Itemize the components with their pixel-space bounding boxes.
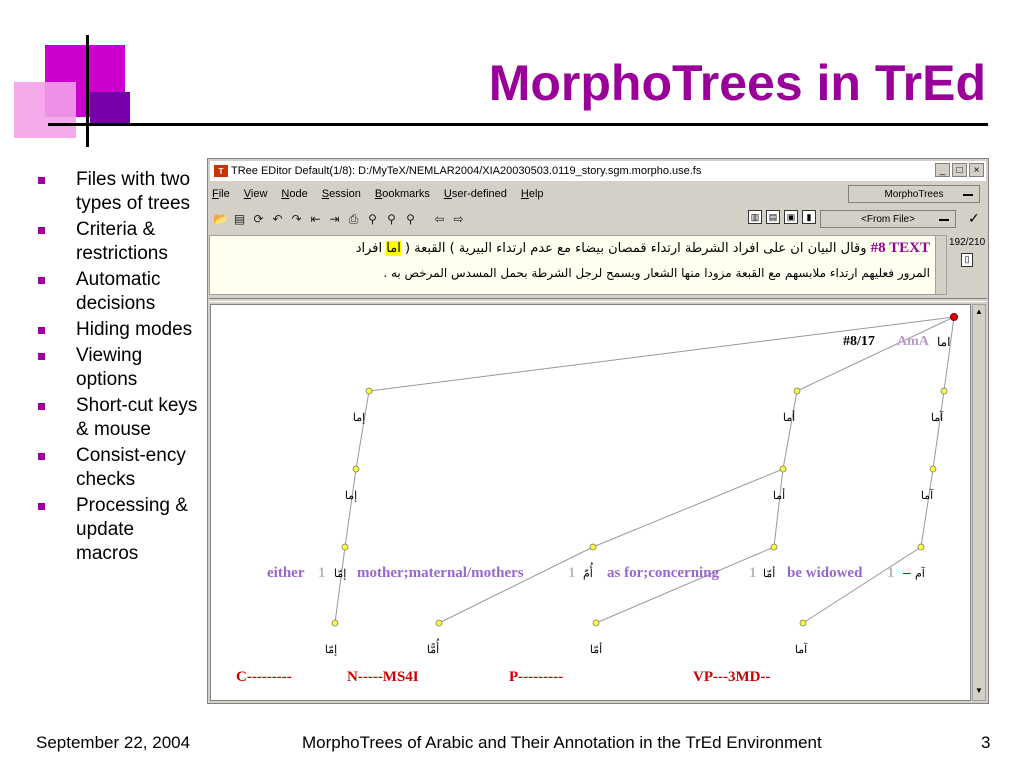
dropdown-icon: [939, 219, 949, 221]
leaf-labels: [325, 638, 808, 656]
save-icon[interactable]: ▤: [233, 212, 246, 226]
single-view-icon[interactable]: ▣: [784, 210, 798, 224]
tree-node[interactable]: [366, 388, 372, 394]
window-controls: [935, 163, 984, 177]
highlighted-word: اما: [386, 241, 401, 256]
leaf-arabic: أمّا: [589, 644, 603, 656]
sentence-line-2: المرور فعليهم ارتداء ملابسهم مع القبعة مزودا منها الشعار ويسمح لرجل الشرطة بحمل المسدس المرخص به .: [383, 266, 930, 280]
sentence-scrollbar[interactable]: [935, 235, 947, 295]
split-vertical-icon[interactable]: ▥: [748, 210, 762, 224]
tree-node[interactable]: [941, 388, 947, 394]
bullet-item: Files with two types of trees: [38, 168, 198, 216]
dropdown-icon: [963, 194, 973, 196]
bullet-icon: [38, 503, 45, 510]
back-icon[interactable]: ⇦: [434, 212, 445, 226]
tree-root-node[interactable]: [951, 314, 958, 321]
bullet-icon: [38, 177, 45, 184]
forward-icon[interactable]: ⇨: [453, 212, 464, 226]
menubar: [212, 184, 832, 204]
root-label: #8/17: [843, 334, 875, 349]
bullet-item: Automatic decisions: [38, 268, 198, 316]
leaf-arabic: إمّا: [324, 644, 338, 656]
tree-svg: [211, 305, 970, 700]
leaf-arabic: آما: [794, 644, 808, 656]
bullet-item: Hiding modes: [38, 318, 198, 342]
leaf-arabic: أُمًّا: [426, 644, 440, 656]
menu-view[interactable]: View: [243, 188, 268, 200]
tag-labels: [236, 669, 770, 685]
print-icon[interactable]: ⎙: [348, 211, 359, 226]
gloss-dash: –: [903, 565, 911, 581]
minimize-icon[interactable]: _: [935, 163, 950, 177]
menu-session[interactable]: Session: [321, 188, 361, 200]
tree-node[interactable]: [593, 620, 599, 626]
tree-counter: 192/210: [949, 237, 986, 248]
pane-separator[interactable]: [209, 298, 987, 302]
bullet-item: Criteria & restrictions: [38, 218, 198, 266]
bullet-item: Processing & update macros: [38, 494, 198, 566]
tree-node[interactable]: [780, 466, 786, 472]
tree-node[interactable]: [771, 544, 777, 550]
bullet-icon: [38, 353, 45, 360]
tree-scrollbar[interactable]: [972, 304, 986, 701]
prev-tree-icon[interactable]: ⇤: [310, 212, 321, 226]
window-titlebar[interactable]: [210, 161, 986, 181]
tree-node[interactable]: [353, 466, 359, 472]
gloss-num: 1: [887, 565, 895, 581]
node-label: آما: [920, 490, 934, 502]
sentence-tag: #8 TEXT: [870, 240, 930, 256]
scroll-up-icon[interactable]: ▲: [975, 307, 983, 316]
gloss-num: 1: [318, 565, 326, 581]
gloss-label: be widowed: [787, 565, 863, 581]
maximize-icon[interactable]: □: [952, 163, 967, 177]
node-label: أما: [772, 490, 786, 502]
morph-tag: VP---3MD--: [693, 669, 771, 685]
gloss-labels: [267, 562, 926, 581]
title-rule: [48, 123, 988, 126]
bullet-item: Consist-ency checks: [38, 444, 198, 492]
toolbar: [212, 208, 469, 230]
bullet-icon: [38, 277, 45, 284]
gloss-arabic: إمّا: [334, 568, 347, 580]
bullet-icon: [38, 403, 45, 410]
redo-icon[interactable]: ↷: [291, 212, 302, 226]
gloss-label: either: [267, 565, 305, 581]
footer-caption: MorphoTrees of Arabic and Their Annotation in the TrEd Environment: [302, 733, 822, 752]
sentence-pane[interactable]: [209, 235, 937, 295]
undo-icon[interactable]: ↶: [272, 212, 283, 226]
tree-node[interactable]: [930, 466, 936, 472]
footer-date: September 22, 2004: [36, 733, 191, 752]
node-label: أما: [782, 412, 796, 424]
menu-node[interactable]: Node: [281, 188, 308, 200]
level2-labels: [345, 488, 934, 502]
gloss-num: 1: [568, 565, 576, 581]
next-tree-icon[interactable]: ⇥: [329, 212, 340, 226]
sentence-line-1: #8 TEXT وقال البيان ان على افراد الشرطة ارتداء قمصان بيضاء مع عدم ارتداء البيرية ) القبعة ( اما افراد: [355, 240, 930, 256]
file-select[interactable]: <From File>: [820, 210, 956, 228]
gloss-label: as for;concerning: [607, 565, 720, 581]
deco-vertical-line: [86, 35, 89, 147]
gloss-label: mother;maternal/mothers: [357, 565, 524, 581]
morph-tag: N-----MS4I: [347, 669, 419, 685]
node-label: إما: [352, 412, 366, 424]
window-title: TRee EDitor Default(1/8): D:/MyTeX/NEMLAR2004/XIA20030503.0119_story.sgm.morpho.use.fs: [231, 165, 702, 177]
find-next-icon[interactable]: ⚲: [387, 212, 396, 226]
tree-node[interactable]: [332, 620, 338, 626]
page-icon[interactable]: ▯: [961, 253, 973, 267]
node-label: آما: [930, 412, 944, 424]
bullet-item: Viewing options: [38, 344, 198, 392]
bullet-icon: [38, 453, 45, 460]
deco-square-pink: [14, 82, 76, 138]
menu-help[interactable]: Help: [520, 188, 544, 200]
apply-check-icon[interactable]: ✓: [968, 210, 980, 226]
tree-node[interactable]: [800, 620, 806, 626]
find-icon[interactable]: ⚲: [368, 212, 377, 226]
morph-tag: P---------: [509, 669, 564, 685]
tred-window: [207, 158, 989, 704]
morph-tag: C---------: [236, 669, 292, 685]
tred-app-icon: T: [214, 165, 228, 177]
slide-title: MorphoTrees in TrEd: [488, 55, 986, 111]
tree-nodes: [332, 388, 947, 626]
gloss-arabic: أمّا: [763, 568, 776, 580]
menu-bookmarks[interactable]: Bookmarks: [374, 188, 430, 200]
find-prev-icon[interactable]: ⚲: [406, 212, 415, 226]
tree-node[interactable]: [436, 620, 442, 626]
open-icon[interactable]: 📂: [213, 212, 228, 226]
tree-canvas[interactable]: [210, 304, 971, 701]
context-select[interactable]: MorphoTrees: [848, 185, 980, 203]
tree-node[interactable]: [918, 544, 924, 550]
root-arabic: اما: [937, 335, 951, 349]
node-label: إما: [344, 490, 358, 502]
bullet-list: [38, 168, 198, 568]
reload-icon[interactable]: ⟳: [253, 212, 264, 226]
bullet-icon: [38, 227, 45, 234]
close-icon[interactable]: ×: [969, 163, 984, 177]
gloss-arabic: أُمّ: [583, 568, 593, 580]
attribute-icon[interactable]: ▮: [802, 210, 816, 224]
deco-square-purple: [90, 92, 130, 124]
level1-labels: [353, 410, 944, 424]
tree-node[interactable]: [794, 388, 800, 394]
view-mode-buttons: [748, 210, 816, 224]
bullet-item: Short-cut keys & mouse: [38, 394, 198, 442]
gloss-num: 1: [749, 565, 757, 581]
menu-file[interactable]: File: [212, 188, 230, 200]
split-horizontal-icon[interactable]: ▤: [766, 210, 780, 224]
footer-page-number: 3: [981, 733, 991, 752]
menu-user-defined[interactable]: User-defined: [443, 188, 507, 200]
scroll-down-icon[interactable]: ▼: [975, 686, 983, 695]
tree-node[interactable]: [590, 544, 596, 550]
root-form: AmA: [897, 334, 929, 349]
bullet-icon: [38, 327, 45, 334]
gloss-arabic: آم: [915, 568, 925, 580]
tree-node[interactable]: [342, 544, 348, 550]
